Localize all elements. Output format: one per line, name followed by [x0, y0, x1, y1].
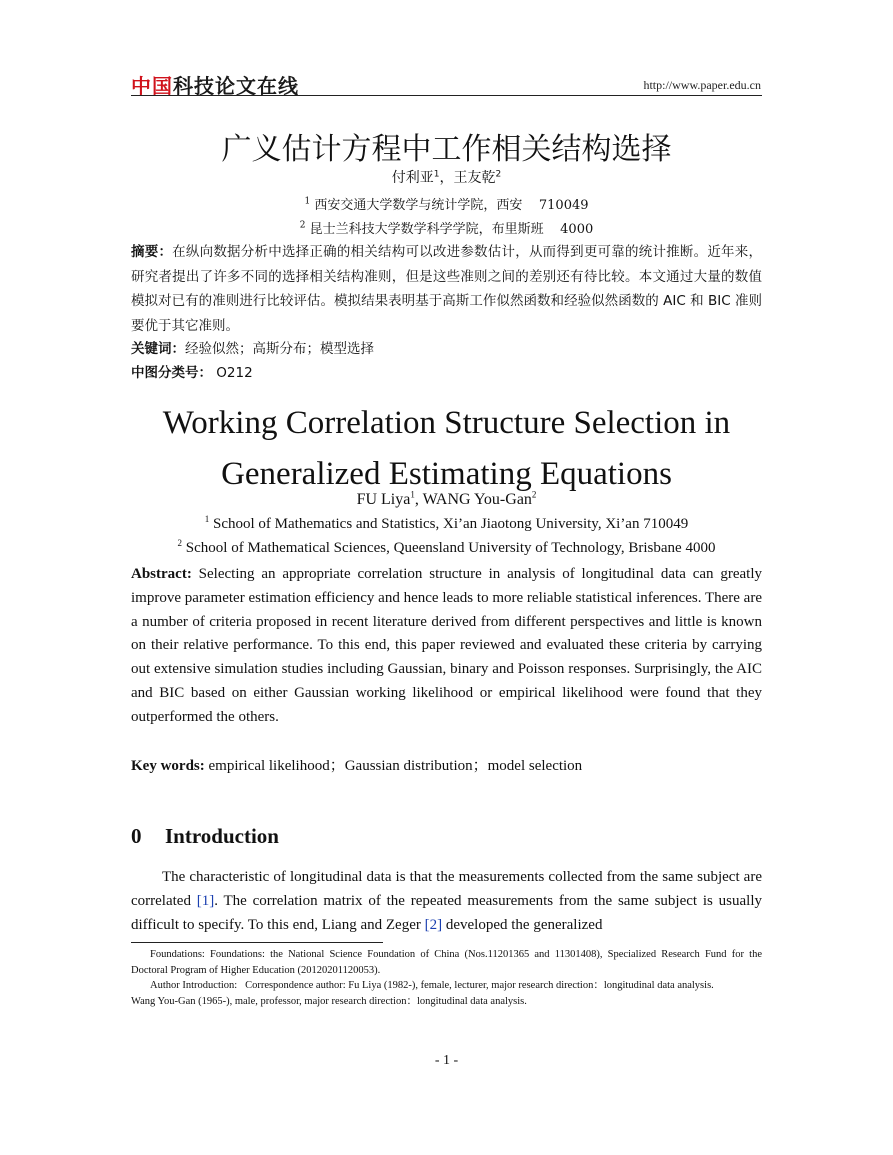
chinese-abstract: [131, 240, 762, 338]
page-number: - 1 -: [434, 1053, 459, 1068]
section-number: 0: [131, 824, 142, 848]
cn-author-2: 王友乾: [453, 170, 496, 186]
section-title: Introduction: [165, 824, 279, 848]
cn-keywords-label: 关键词：: [131, 341, 185, 357]
cn-abstract-label: 摘要：: [131, 244, 173, 260]
cn-author-sep: ，: [439, 170, 454, 186]
citation-link-2[interactable]: [2]: [424, 916, 443, 933]
cn-aff2-text: 昆士兰科技大学数学科学学院，布里斯班 4000: [309, 222, 594, 237]
section-heading: [131, 824, 279, 849]
introduction-paragraph: [131, 866, 762, 937]
footnote-author-2: Wang You-Gan (1965-), male, professor, major research direction：longitudinal data analysis.: [131, 995, 527, 1007]
footnotes: [131, 947, 762, 1009]
cn-abstract-text: 在纵向数据分析中选择正确的相关结构可以改进参数估计，从而得到更可靠的统计推断。近年来，研究者提出了许多不同的选择相关结构准则，但是这些准则之间的差别还有待比较。本文通过大量的数值模拟对已有的准则进行比较评估。模拟结果表明基于高斯工作似然函数和经验似然函数的 AIC 和 BIC 准则要优于其它准则。: [131, 244, 763, 334]
header-divider: [131, 95, 762, 96]
en-aff1-text: School of Mathematics and Statistics, Xi’an Jiaotong University, Xi’an 710049: [213, 516, 689, 532]
english-affiliation-1: [0, 516, 893, 533]
footnote-author-intro: Author Introduction: Correspondence author: Fu Liya (1982-), female, lecturer, major research direction：longitudinal data analysis.: [150, 980, 714, 991]
chinese-title: 广义估计方程中工作相关结构选择: [221, 132, 672, 167]
cn-keywords-text: 经验似然；高斯分布；模型选择: [185, 341, 374, 357]
logo-text-dark: 科技论文在线: [173, 74, 299, 98]
intro-text-1: The characteristic of longitudinal data is that the measurements collected from the same subject are correlated: [131, 869, 762, 909]
cn-class-text: O212: [216, 365, 253, 381]
english-title-line-1: Working Correlation Structure Selection in: [162, 405, 731, 441]
footnote-divider: [131, 942, 383, 943]
en-author-2: WANG You-Gan: [422, 491, 532, 508]
english-affiliation-2: [0, 540, 893, 557]
en-author-sep: ,: [414, 491, 423, 508]
footnote-foundations: Foundations: Foundations: the National Science Foundation of China (Nos.11201365 and 11301408), Specialized Research Fund for the Doctoral Program of Higher Education (20120201120053).: [131, 949, 762, 976]
chinese-classification: [131, 361, 253, 381]
english-authors: [0, 491, 893, 509]
chinese-authors: [0, 167, 893, 187]
en-keywords-text: empirical likelihood；Gaussian distribution；model selection: [208, 758, 583, 774]
en-aff2-sup: 2: [177, 538, 183, 548]
english-title-line-2: Generalized Estimating Equations: [221, 456, 672, 492]
en-keywords-label: Key words:: [131, 758, 205, 774]
logo-text-red: 中国: [131, 74, 173, 98]
cn-aff1-sup: 1: [304, 196, 311, 207]
intro-text-3: developed the generalized: [442, 916, 603, 933]
cn-aff2-sup: 2: [299, 220, 306, 231]
en-abstract-text: Selecting an appropriate correlation structure in analysis of longitudinal data can greatly improve parameter estimation efficiency and hence leads to more reliable statistical inferences. There are a number of criteria proposed in recent literature derived from different perspectives and little is known on their relative performance. To this end, this paper reviewed and evaluated these criteria by carrying out extensive simulation studies including Gaussian, binary and Poisson responses. Surprisingly, the AIC and BIC based on either Gaussian working likelihood or empirical likelihood were found that they outperformed the others.: [131, 566, 762, 725]
en-author-1-sup: 1: [410, 489, 415, 500]
header-url-link[interactable]: http://www.paper.edu.cn: [643, 78, 761, 92]
intro-text-2: . The correlation matrix of the repeated measurements from the same subject is usually difficult to specify. To this end, Liang and Zeger: [131, 892, 762, 933]
cn-class-label: 中图分类号：: [131, 365, 212, 381]
en-aff2-text: School of Mathematical Sciences, Queensland University of Technology, Brisbane 4000: [185, 540, 716, 556]
english-abstract: [131, 563, 762, 730]
cn-author-1: 付利亚: [391, 170, 434, 186]
chinese-keywords: [131, 337, 374, 357]
citation-link-1[interactable]: [1]: [196, 892, 215, 909]
cn-author-2-sup: 2: [495, 169, 502, 180]
en-author-1: FU Liya: [356, 491, 411, 508]
chinese-affiliation-1: [0, 194, 893, 213]
english-keywords: [131, 754, 582, 775]
cn-aff1-text: 西安交通大学数学与统计学院，西安 710049: [314, 198, 589, 213]
en-author-2-sup: 2: [531, 489, 537, 500]
cn-author-1-sup: 1: [433, 169, 440, 180]
chinese-affiliation-2: [0, 218, 893, 237]
en-aff1-sup: 1: [204, 514, 210, 524]
en-abstract-label: Abstract:: [131, 566, 192, 582]
english-title: [0, 398, 893, 500]
